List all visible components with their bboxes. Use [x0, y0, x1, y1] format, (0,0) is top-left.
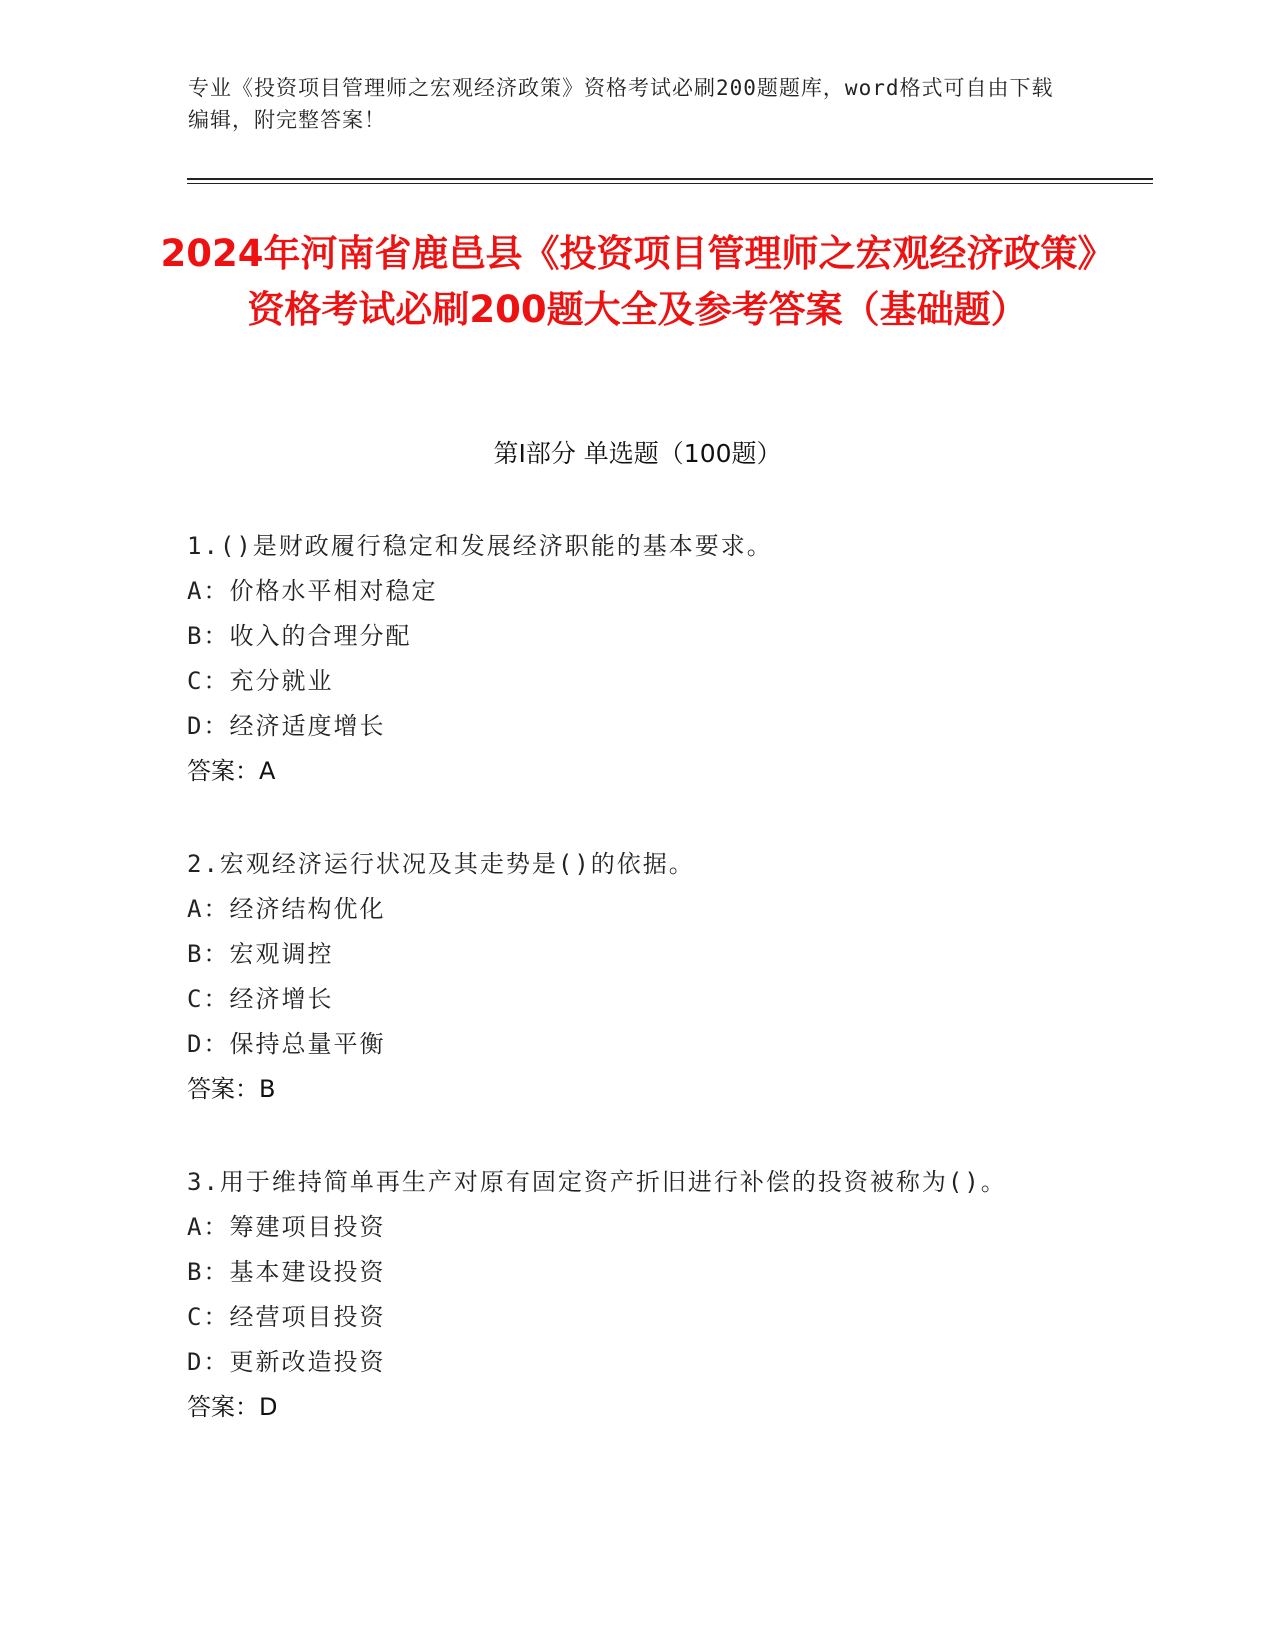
option-d: D：保持总量平衡 — [187, 1030, 386, 1058]
answer-line: 答案：B — [187, 1075, 276, 1103]
option-a: A：筹建项目投资 — [187, 1213, 386, 1241]
answer-line: 答案：D — [187, 1393, 278, 1421]
option-a: A：价格水平相对稳定 — [187, 577, 438, 605]
option-d: D：经济适度增长 — [187, 712, 386, 740]
option-a: A：经济结构优化 — [187, 895, 386, 923]
answer-line: 答案：A — [187, 757, 276, 785]
option-b: B：收入的合理分配 — [187, 622, 412, 650]
question-3 — [187, 1160, 1067, 1430]
question-stem: 3.用于维持简单再生产对原有固定资产折旧进行补偿的投资被称为()。 — [187, 1168, 1007, 1196]
header-divider-thin — [187, 183, 1153, 184]
option-b: B：宏观调控 — [187, 940, 334, 968]
question-stem: 1.()是财政履行稳定和发展经济职能的基本要求。 — [187, 532, 773, 560]
option-c: C：经济增长 — [187, 985, 334, 1013]
section-title: 第I部分 单选题（100题） — [493, 439, 782, 468]
option-d: D：更新改造投资 — [187, 1348, 386, 1376]
question-2 — [187, 842, 1067, 1112]
option-b: B：基本建设投资 — [187, 1258, 386, 1286]
header-note: 专业《投资项目管理师之宏观经济政策》资格考试必刷200题题库，word格式可自由下载编辑，附完整答案！ — [188, 76, 1054, 132]
document-title: 2024年河南省鹿邑县《投资项目管理师之宏观经济政策》资格考试必刷200题大全及参考答案（基础题） — [160, 232, 1115, 331]
question-1 — [187, 524, 1067, 794]
option-c: C：充分就业 — [187, 667, 334, 695]
question-stem: 2.宏观经济运行状况及其走势是()的依据。 — [187, 850, 695, 878]
option-c: C：经营项目投资 — [187, 1303, 386, 1331]
header-divider-thick — [187, 178, 1153, 180]
